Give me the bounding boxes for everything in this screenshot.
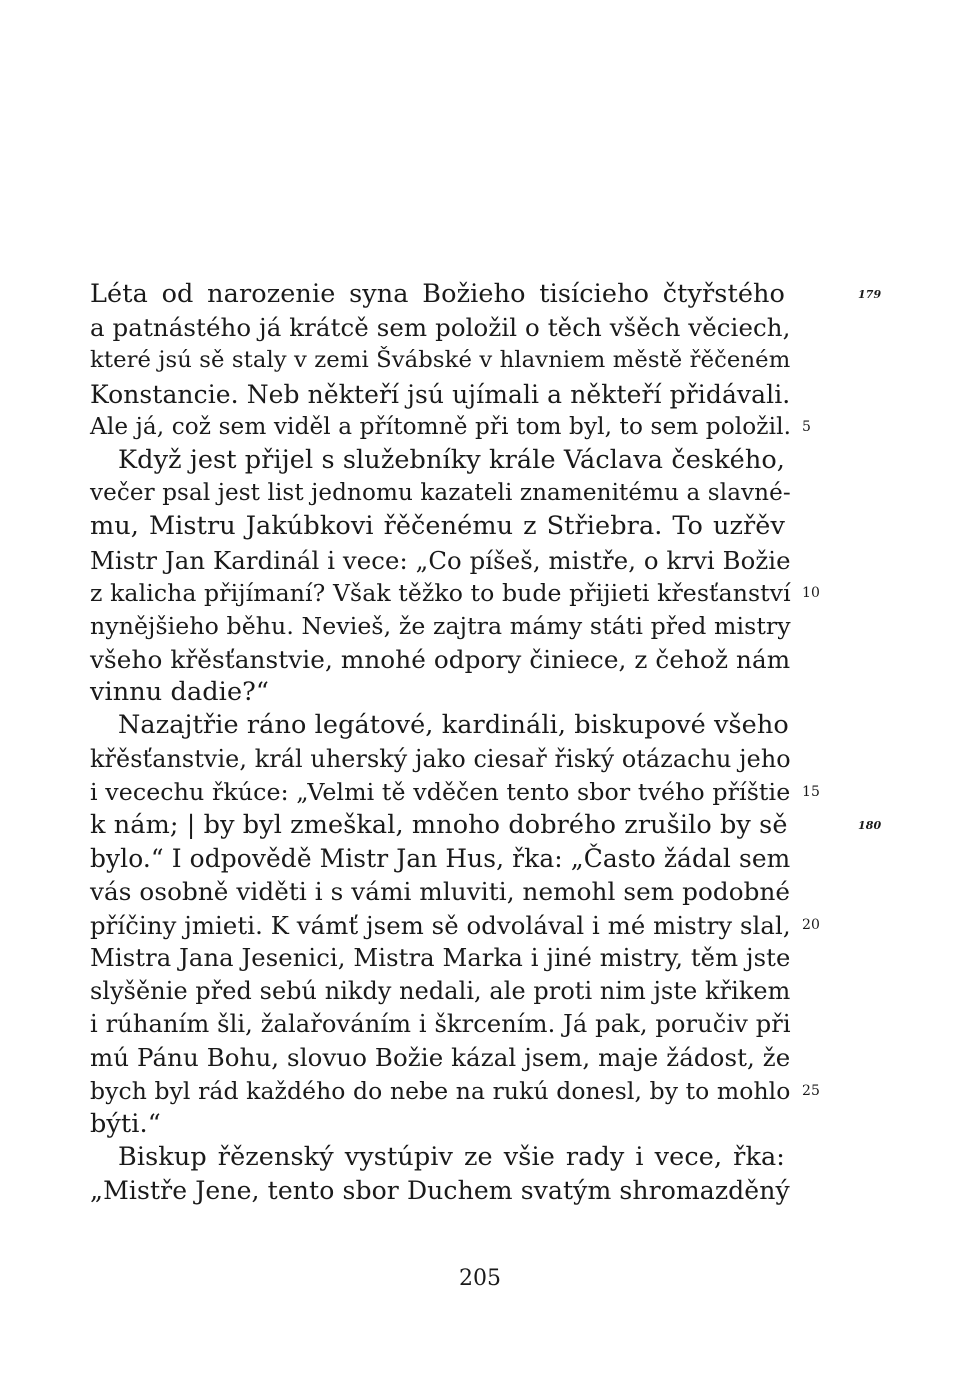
text-line — [90, 344, 791, 377]
line-number: 20 — [802, 916, 821, 933]
text-line-content: mu, Mistru Jakúbkovi řěčenému z Střiebra. To uzřěv — [90, 511, 785, 542]
text-line — [90, 1141, 785, 1174]
text-line — [90, 411, 812, 444]
text-line-content: které jsú sě staly v zemi Švábské v hlavniem městě řěčeném — [90, 347, 791, 374]
text-line-content: vás osobně viděti i s vámi mluviti, nemohl sem podobné — [90, 877, 791, 907]
text-line-content: vinnu dadie?“ — [90, 677, 270, 708]
text-line — [90, 1174, 790, 1207]
text-line-content: Mistra Jana Jesenici, Mistra Marka i jiné mistry, těm jste — [90, 943, 791, 972]
text-line — [90, 776, 821, 809]
text-line-content: Biskup řězenský vystúpiv ze všie rady i vece, řka: — [118, 1141, 785, 1172]
text-line-content: bylo.“ I odpovědě Mistr Jan Hus, řka: „Často žádal sem — [90, 844, 791, 874]
text-line — [90, 643, 791, 676]
text-line — [90, 610, 791, 643]
text-line — [90, 510, 785, 543]
text-line — [90, 942, 791, 975]
text-line — [90, 809, 882, 842]
page-number: 205 — [459, 1266, 501, 1291]
text-line-content: Když jest přijel s služebníky krále Václava českého, — [118, 444, 785, 475]
text-line-content: nynějšieho běhu. Nevieš, že zajtra mámy státi před mistry — [90, 611, 791, 640]
text-line — [90, 278, 882, 311]
text-line — [90, 909, 821, 942]
text-line — [90, 1108, 785, 1141]
text-line — [90, 444, 785, 477]
text-line-content: býti.“ — [90, 1108, 161, 1139]
text-line — [90, 975, 791, 1008]
text-line — [90, 1075, 821, 1108]
text-line-content: křěsťanstvie, král uherský jako ciesař řiský otázachu jeho — [90, 744, 791, 773]
text-line — [90, 709, 789, 742]
text-line — [90, 378, 791, 411]
text-line-content: Nazajtřie ráno legátové, kardináli, biskupové všeho — [118, 710, 789, 741]
text-line-content: všeho křěsťanstvie, mnohé odpory činiece, z čehož nám — [90, 645, 791, 675]
line-number: 15 — [802, 783, 821, 800]
text-line-content: a patnástého já krátcě sem položil o těch všěch věciech, — [90, 313, 791, 343]
text-line — [90, 875, 791, 908]
text-line — [90, 544, 791, 577]
text-line — [90, 577, 821, 610]
text-line — [90, 743, 791, 776]
line-number: 10 — [802, 584, 821, 601]
line-number: 25 — [802, 1082, 821, 1099]
text-line-content: i vecechu řkúce: „Velmi tě vděčen tento sbor tvého příštie — [90, 777, 791, 806]
original-page-marker: 180 — [858, 819, 882, 832]
text-line-content: z kalicha přijímaní? Však těžko to bude přijieti křesťanství — [90, 578, 791, 607]
text-line-content: mú Pánu Bohu, slovuo Božie kázal jsem, maje žádost, že — [90, 1043, 791, 1073]
text-line-content: Konstancie. Neb někteří jsú ujímali a někteří přidávali. — [90, 379, 791, 409]
text-line-content: slyšěnie před sebú nikdy nedali, ale proti nim jste křikem — [90, 976, 791, 1005]
text-line — [90, 311, 791, 344]
line-number: 5 — [802, 418, 812, 435]
text-line — [90, 842, 791, 875]
original-page-marker: 179 — [858, 288, 882, 301]
text-line-content: i rúhaním šli, žalařováním i škrcením. Já pak, poručiv při — [90, 1010, 791, 1039]
text-line-content: Ale já, což sem viděl a přítomně při tom byl, to sem položil. — [90, 413, 792, 440]
text-line — [90, 477, 791, 510]
text-line — [90, 676, 785, 709]
text-line-content: bych byl rád každého do nebe na rukú donesl, by to mohlo — [90, 1076, 791, 1105]
text-line-content: Mistr Jan Kardinál i vece: „Co píšeš, mistře, o krvi Božie — [90, 545, 791, 575]
text-line-content: večer psal jest list jednomu kazateli znamenitému a slavné- — [90, 480, 791, 507]
body-text — [90, 278, 882, 1207]
text-line-content: k nám; | by byl zmeškal, mnoho dobrého zrušilo by sě — [90, 810, 788, 840]
text-line-content: příčiny jmieti. K vámť jsem sě odvolával i mé mistry slal, — [90, 910, 791, 940]
text-line — [90, 1041, 791, 1074]
text-line — [90, 1008, 791, 1041]
text-line-content: Léta od narozenie syna Božieho tisícieho čtyřstého — [90, 279, 785, 309]
text-line-content: „Mistře Jene, tento sbor Duchem svatým shromazděný — [90, 1176, 790, 1206]
